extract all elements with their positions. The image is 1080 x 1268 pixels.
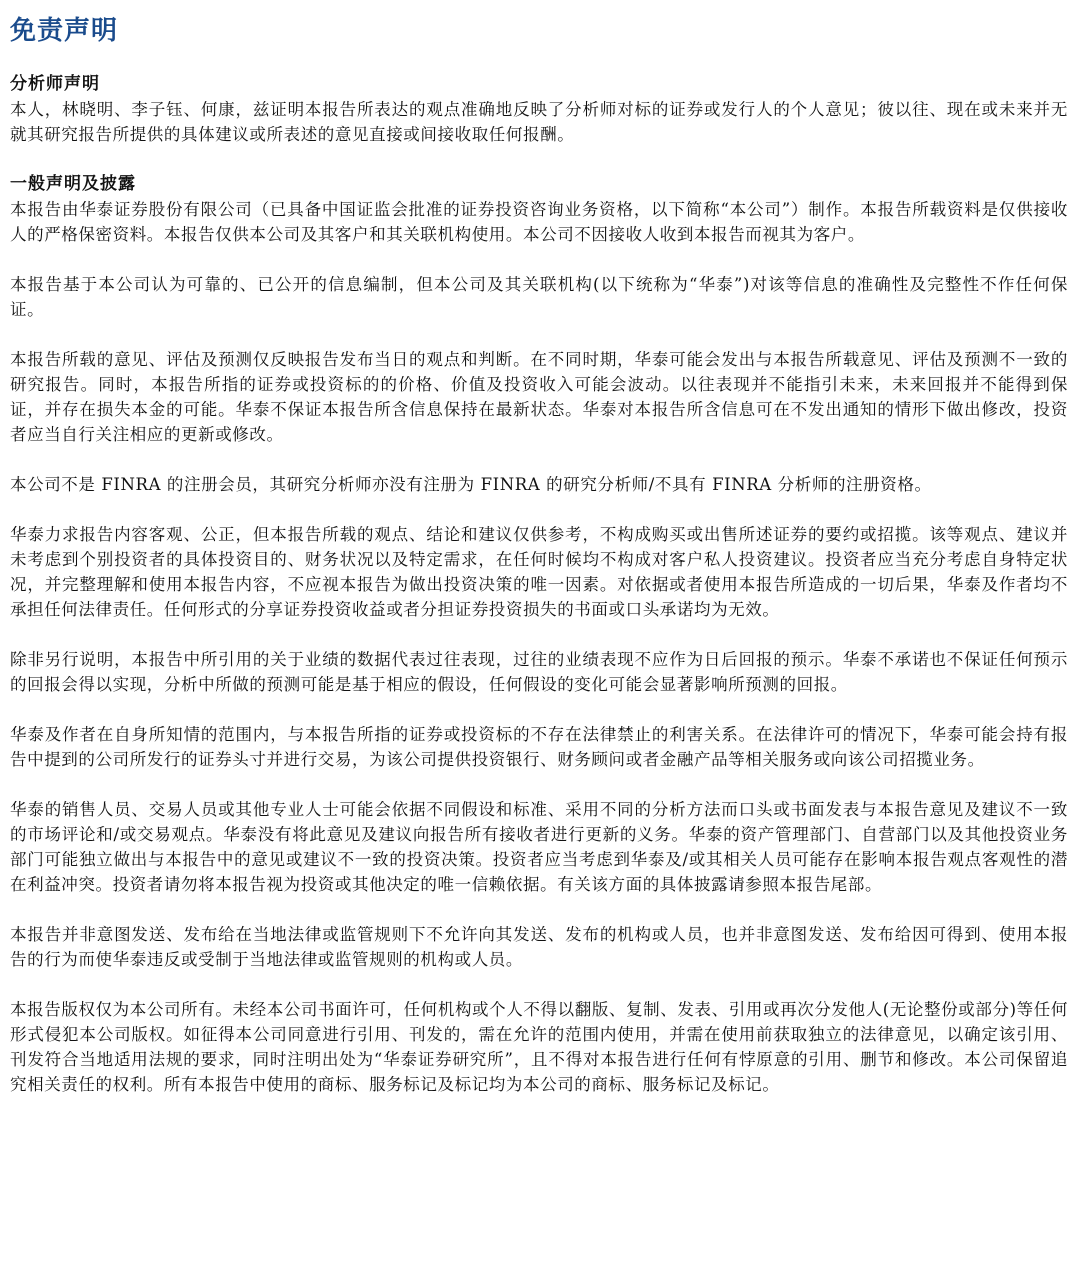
paragraph: 华泰力求报告内容客观、公正，但本报告所载的观点、结论和建议仅供参考，不构成购买或出售所述证券的要约或招揽。该等观点、建议并未考虑到个别投资者的具体投资目的、财务状况以及特定需求，在任何时候均不构成对客户私人投资建议。投资者应当充分考虑自身特定状况，并完整理解和使用本报告内容，不应视本报告为做出投资决策的唯一因素。对依据或者使用本报告所造成的一切后果，华泰及作者均不承担任何法律责任。任何形式的分享证券投资收益或者分担证券投资损失的书面或口头承诺均为无效。	[10, 525, 1068, 619]
page-title: 免责声明	[10, 16, 119, 46]
analyst-statement-section	[10, 72, 1068, 147]
paragraph: 本报告基于本公司认为可靠的、已公开的信息编制，但本公司及其关联机构(以下统称为“华泰”)对该等信息的准确性及完整性不作任何保证。	[10, 275, 1068, 319]
paragraph: 本公司不是 FINRA 的注册会员，其研究分析师亦没有注册为 FINRA 的研究分析师/不具有 FINRA 分析师的注册资格。	[10, 475, 932, 494]
paragraph: 本报告并非意图发送、发布给在当地法律或监管规则下不允许向其发送、发布的机构或人员，也并非意图发送、发布给因可得到、使用本报告的行为而使华泰违反或受制于当地法律或监管规则的机构或人员。	[10, 925, 1068, 969]
general-disclosure-section	[10, 172, 1068, 1097]
section-heading-analyst-statement: 分析师声明	[10, 74, 100, 94]
paragraph: 华泰的销售人员、交易人员或其他专业人士可能会依据不同假设和标准、采用不同的分析方法而口头或书面发表与本报告意见及建议不一致的市场评论和/或交易观点。华泰没有将此意见及建议向报告所有接收者进行更新的义务。华泰的资产管理部门、自营部门以及其他投资业务部门可能独立做出与本报告中的意见或建议不一致的投资决策。投资者应当考虑到华泰及/或其相关人员可能存在影响本报告观点客观性的潜在利益冲突。投资者请勿将本报告视为投资或其他决定的唯一信赖依据。有关该方面的具体披露请参照本报告尾部。	[10, 800, 1068, 894]
section-heading-general-disclosure: 一般声明及披露	[10, 174, 136, 194]
paragraph: 本报告由华泰证券股份有限公司（已具备中国证监会批准的证券投资咨询业务资格，以下简称“本公司”）制作。本报告所载资料是仅供接收人的严格保密资料。本报告仅供本公司及其客户和其关联机构使用。本公司不因接收人收到本报告而视其为客户。	[10, 200, 1068, 244]
paragraph: 华泰及作者在自身所知情的范围内，与本报告所指的证券或投资标的不存在法律禁止的利害关系。在法律许可的情况下，华泰可能会持有报告中提到的公司所发行的证券头寸并进行交易，为该公司提供投资银行、财务顾问或者金融产品等相关服务或向该公司招揽业务。	[10, 725, 1068, 769]
paragraph: 本报告所载的意见、评估及预测仅反映报告发布当日的观点和判断。在不同时期，华泰可能会发出与本报告所载意见、评估及预测不一致的研究报告。同时，本报告所指的证券或投资标的的价格、价值及投资收入可能会波动。以往表现并不能指引未来，未来回报并不能得到保证，并存在损失本金的可能。华泰不保证本报告所含信息保持在最新状态。华泰对本报告所含信息可在不发出通知的情形下做出修改，投资者应当自行关注相应的更新或修改。	[10, 350, 1068, 444]
paragraph: 本报告版权仅为本公司所有。未经本公司书面许可，任何机构或个人不得以翻版、复制、发表、引用或再次分发他人(无论整份或部分)等任何形式侵犯本公司版权。如征得本公司同意进行引用、刊发的，需在允许的范围内使用，并需在使用前获取独立的法律意见，以确定该引用、刊发符合当地适用法规的要求，同时注明出处为“华泰证券研究所”，且不得对本报告进行任何有悖原意的引用、删节和修改。本公司保留追究相关责任的权利。所有本报告中使用的商标、服务标记及标记均为本公司的商标、服务标记及标记。	[10, 1000, 1068, 1094]
paragraph: 除非另行说明，本报告中所引用的关于业绩的数据代表过往表现，过往的业绩表现不应作为日后回报的预示。华泰不承诺也不保证任何预示的回报会得以实现，分析中所做的预测可能是基于相应的假设，任何假设的变化可能会显著影响所预测的回报。	[10, 650, 1068, 694]
paragraph: 本人，林晓明、李子钰、何康，兹证明本报告所表达的观点准确地反映了分析师对标的证券或发行人的个人意见；彼以往、现在或未来并无就其研究报告所提供的具体建议或所表述的意见直接或间接收取任何报酬。	[10, 100, 1068, 144]
